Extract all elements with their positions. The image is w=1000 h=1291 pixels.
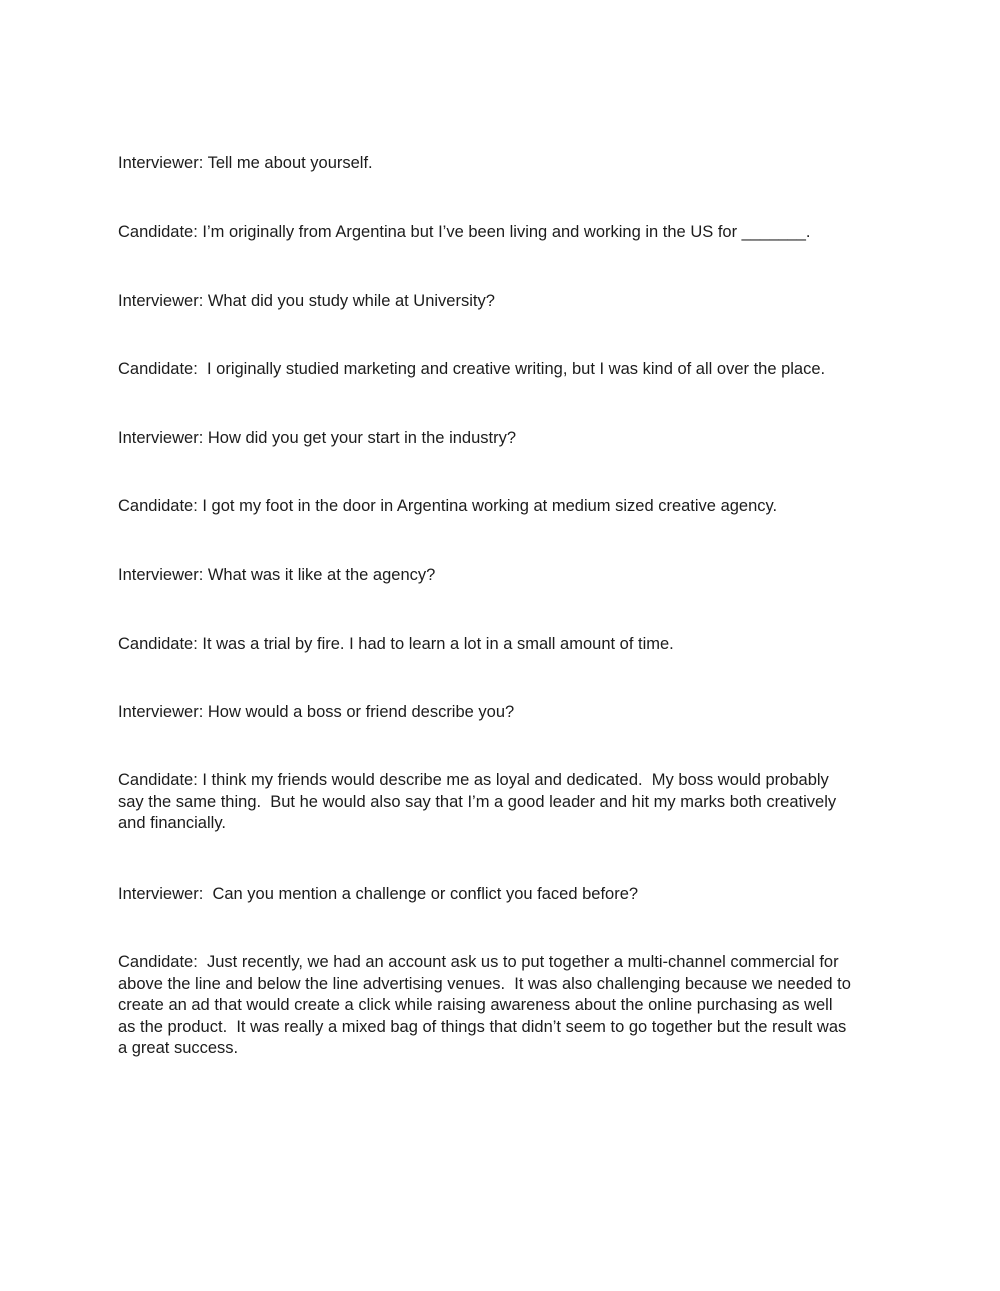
answer-line: a great success. (118, 1039, 239, 1057)
interviewer-question-2: Interviewer: What did you study while at University? (118, 292, 495, 310)
answer-line: as the product. It was really a mixed bag of things that didn’t seem to go together but the result was (118, 1017, 847, 1036)
answer-line: and financially. (118, 814, 226, 832)
answer-line: Candidate: Just recently, we had an account ask us to put together a multi-channel commercial for (118, 953, 839, 971)
answer-line: say the same thing. But he would also say that I’m a good leader and hit my marks both creatively (118, 792, 837, 811)
candidate-answer-5 (118, 770, 888, 835)
interviewer-question-1: Interviewer: Tell me about yourself. (118, 154, 373, 172)
answer-line: above the line and below the line advertising venues. It was also challenging because we needed to (118, 974, 851, 993)
candidate-answer-1: Candidate: I’m originally from Argentina but I’ve been living and working in the US for _______. (118, 223, 811, 241)
answer-line: Candidate: I think my friends would describe me as loyal and dedicated. My boss would probably (118, 771, 829, 789)
candidate-answer-2: Candidate: I originally studied marketing and creative writing, but I was kind of all over the place. (118, 360, 826, 378)
interviewer-question-6: Interviewer: Can you mention a challenge or conflict you faced before? (118, 885, 639, 903)
interviewer-question-3: Interviewer: How did you get your start in the industry? (118, 429, 517, 447)
answer-line: create an ad that would create a click while raising awareness about the online purchasing as well (118, 996, 833, 1014)
candidate-answer-6 (118, 952, 888, 1060)
interviewer-question-5: Interviewer: How would a boss or friend describe you? (118, 703, 515, 721)
interviewer-question-4: Interviewer: What was it like at the agency? (118, 566, 436, 584)
candidate-answer-3: Candidate: I got my foot in the door in Argentina working at medium sized creative agency. (118, 497, 778, 515)
candidate-answer-4: Candidate: It was a trial by fire. I had to learn a lot in a small amount of time. (118, 635, 674, 653)
